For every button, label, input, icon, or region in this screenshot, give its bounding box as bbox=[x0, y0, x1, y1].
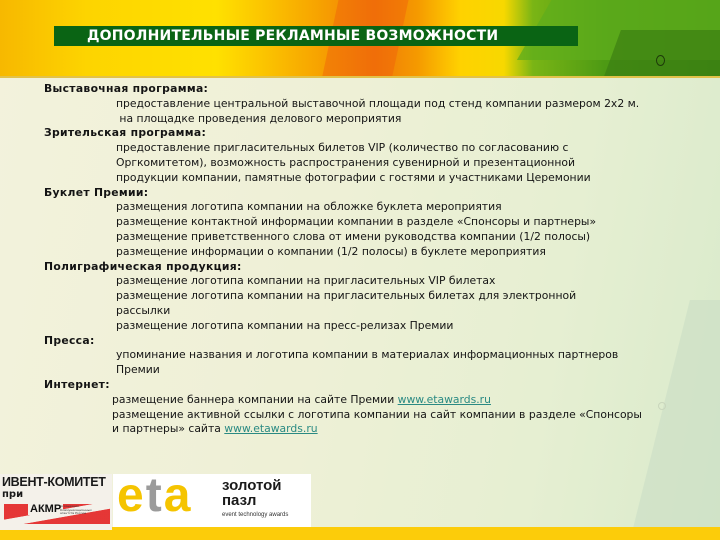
eta-letters bbox=[117, 468, 192, 523]
section-title-spectator: Зрительская программа: bbox=[44, 126, 207, 140]
section-title-internet: Интернет: bbox=[44, 377, 110, 391]
list-item: предоставление центральной выставочной площади под стенд компании размером 2х2 м. bbox=[116, 96, 640, 110]
list-item: на площадке проведения делового мероприятия bbox=[116, 111, 402, 125]
list-item: размещение логотипа компании на пригласительных VIP билетах bbox=[116, 274, 496, 288]
list-item: размещение логотипа компании на пресс-релизах Премии bbox=[116, 318, 454, 332]
list-item: размещение контактной информации компании в разделе «Спонсоры и партнеры» bbox=[116, 215, 597, 229]
eta-letter-a: a bbox=[163, 469, 193, 522]
section-title-press: Пресса: bbox=[44, 333, 95, 347]
decor-ring-icon bbox=[656, 55, 665, 66]
eta-logo bbox=[113, 469, 311, 527]
list-item: рассылки bbox=[116, 303, 171, 317]
list-item: Оргкомитетом), возможность распространения сувенирной и презентационной bbox=[116, 155, 575, 169]
list-item-text: размещение баннера компании на сайте Премии bbox=[112, 392, 398, 406]
eta-title-line2: пазл bbox=[222, 492, 257, 509]
eta-subtitle: event technology awards bbox=[222, 512, 289, 518]
list-item: продукции компании, памятные фотографии с гостями и участниками Церемонии bbox=[116, 170, 591, 184]
content-list bbox=[44, 82, 714, 437]
list-item-text: размещение активной ссылки с логотипа компании на сайт компании в разделе «Спонсоры bbox=[112, 407, 642, 421]
list-item: размещение приветственного слова от имени руководства компании (1/2 полосы) bbox=[116, 229, 591, 243]
list-item: размещения логотипа компании на обложке буклета мероприятия bbox=[116, 200, 502, 214]
event-committee-logo bbox=[0, 474, 112, 530]
list-item: Премии bbox=[116, 363, 160, 377]
list-item bbox=[44, 408, 714, 423]
eta-letter-t: t bbox=[145, 469, 164, 522]
list-item: предоставление пригласительных билетов VIP (количество по согласованию с bbox=[116, 141, 569, 155]
event-committee-name: ИВЕНТ-КОМИТЕТ bbox=[2, 475, 106, 489]
akmr-logo-text: АКМР bbox=[30, 503, 62, 515]
eta-title bbox=[222, 478, 282, 508]
list-item-text: и партнеры» сайта bbox=[112, 422, 225, 436]
akmr-description: Ассоциация Коммуникационных агентств России bbox=[60, 504, 92, 516]
decor-shard bbox=[599, 30, 720, 78]
section-title-exhibition: Выставочная программа: bbox=[44, 82, 209, 95]
etawards-link[interactable]: www.etawards.ru bbox=[224, 422, 318, 436]
list-item: упоминание названия и логотипа компании в материалах информационных партнеров bbox=[116, 348, 619, 362]
eta-letter-e: e bbox=[117, 469, 146, 522]
etawards-link[interactable]: www.etawards.ru bbox=[397, 392, 491, 406]
section-title-printing: Полиграфическая продукция: bbox=[44, 259, 242, 273]
list-item: размещение логотипа компании на пригласительных билетах для электронной bbox=[116, 289, 577, 303]
list-item bbox=[44, 393, 714, 408]
event-committee-pri: при bbox=[2, 489, 24, 500]
list-item: размещение информации о компании (1/2 полосы) в буклете мероприятия bbox=[116, 244, 546, 258]
list-item bbox=[44, 422, 714, 437]
section-title-booklet: Буклет Премии: bbox=[44, 185, 149, 199]
eta-title-line1: золотой bbox=[222, 477, 282, 494]
page-title: ДОПОЛНИТЕЛЬНЫЕ РЕКЛАМНЫЕ ВОЗМОЖНОСТИ bbox=[54, 26, 578, 46]
